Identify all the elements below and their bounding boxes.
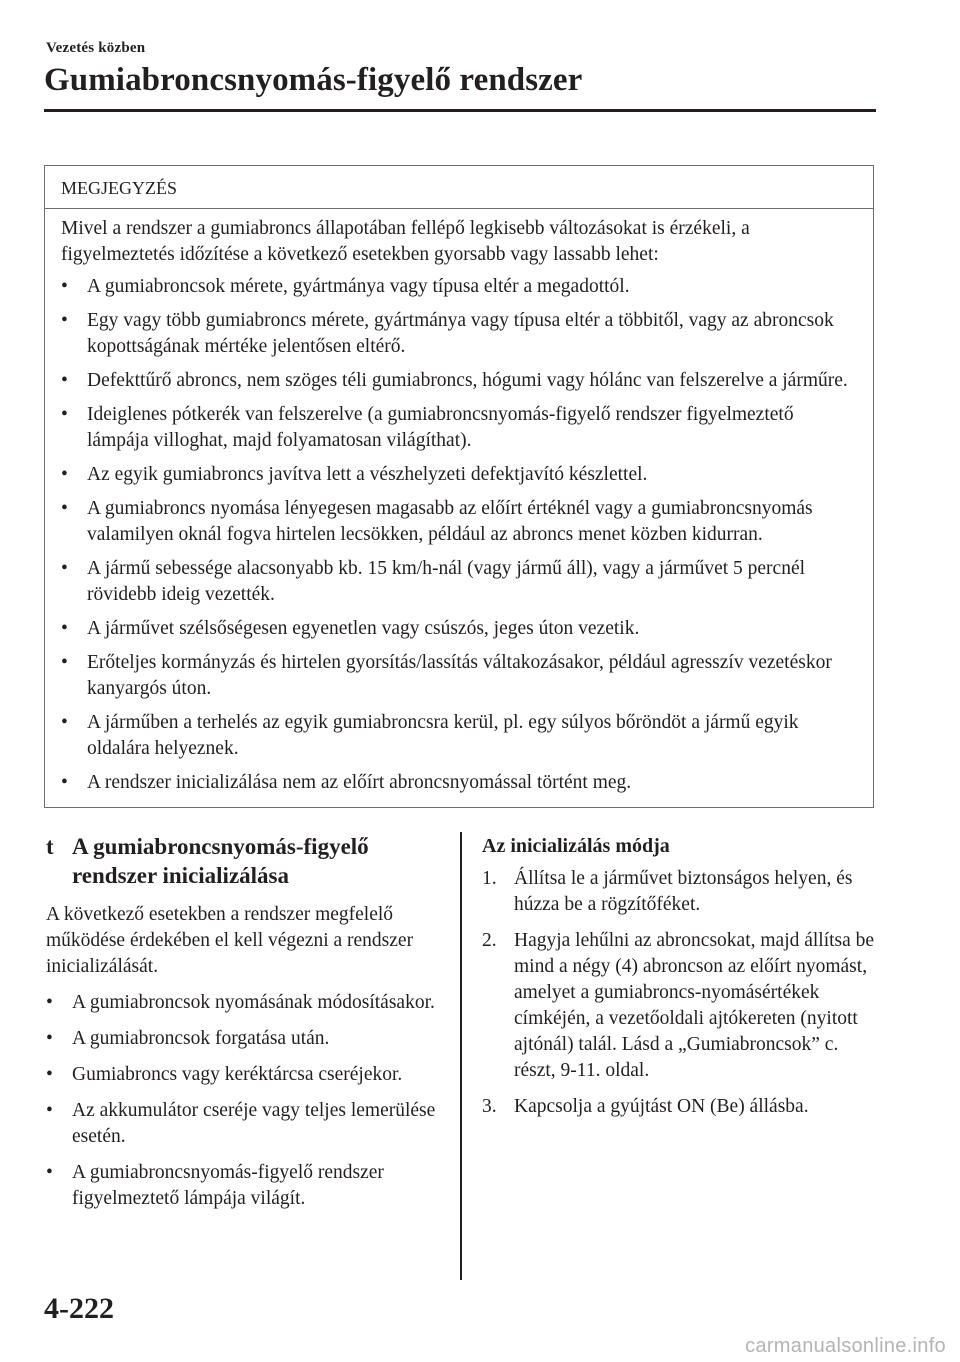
list-item-text: A gumiabroncsok nyomásának módosításakor.: [72, 992, 435, 1013]
bullet-icon: •: [61, 404, 68, 425]
bullet-icon: •: [46, 1028, 53, 1049]
bullet-icon: •: [61, 618, 68, 639]
list-item: [46, 1026, 442, 1052]
step-text: Állítsa le a járművet biztonságos helyen, és húzza be a rögzítőféket.: [514, 868, 853, 915]
init-conditions-list: [46, 990, 442, 1212]
bullet-icon: •: [61, 310, 68, 331]
bullet-icon: •: [61, 498, 68, 519]
column-divider: [460, 832, 462, 1280]
list-item-text: A gumiabroncsok forgatása után.: [72, 1028, 330, 1049]
note-item-text: A jármű sebessége alacsonyabb kb. 15 km/h-nál (vagy jármű áll), vagy a járművet 5 percnél rövidebb ideig vezették.: [87, 558, 806, 605]
step-item: [482, 928, 882, 1084]
bullet-icon: •: [46, 1064, 53, 1085]
bullet-icon: •: [46, 992, 53, 1013]
note-item: [61, 308, 859, 360]
note-item-text: Az egyik gumiabroncs javítva lett a vészhelyzeti defektjavító készlettel.: [87, 464, 648, 485]
section-label: Vezetés közben: [46, 40, 146, 56]
note-item: [61, 556, 859, 608]
bullet-icon: •: [61, 712, 68, 733]
note-item: [61, 616, 859, 642]
bullet-icon: •: [61, 464, 68, 485]
note-item: [61, 402, 859, 454]
watermark[interactable]: carmanualsonline.info: [745, 1335, 946, 1357]
note-item: [61, 496, 859, 548]
note-item-text: A gumiabroncs nyomása lényegesen magasabb az előírt értéknél vagy a gumiabroncsnyomás valamilyen oknál fogva hirtelen lecsökken, például az abroncs menet közben kidurran.: [87, 498, 813, 545]
note-item: [61, 274, 859, 300]
note-intro: Mivel a rendszer a gumiabroncs állapotában fellépő legkisebb változásokat is érzékeli, a figyelmeztetés időzítése a következő esetekben gyorsabb vagy lassabb lehet:: [61, 218, 750, 265]
step-text: Hagyja lehűlni az abroncsokat, majd állítsa be mind a négy (4) abroncson az előírt nyomást, amelyet a gumiabroncs-nyomásértékek címkéjén, a vezetőoldali ajtókereten (nyitott ajtónál) talál. Lásd a „Gumiabroncsok” c. részt, 9-11. oldal.: [514, 930, 875, 1081]
list-item: [46, 990, 442, 1016]
list-item-text: A gumiabroncsnyomás-figyelő rendszer figyelmeztető lámpája világít.: [72, 1162, 384, 1209]
init-section: [46, 832, 442, 1222]
title-rule: [44, 109, 876, 112]
note-item-text: Egy vagy több gumiabroncs mérete, gyártmánya vagy típusa eltér a többitől, vagy az abroncsok kopottságának mértéke jelentősen eltérő.: [87, 310, 834, 357]
step-number: 2.: [482, 930, 497, 951]
note-item-text: A rendszer inicializálása nem az előírt abroncsnyomással történt meg.: [87, 772, 632, 793]
bullet-icon: •: [61, 276, 68, 297]
init-section-heading: [46, 832, 442, 890]
page-number: 4-222: [44, 1292, 114, 1325]
init-steps-list: [482, 866, 882, 1120]
step-number: 1.: [482, 868, 497, 889]
init-section-heading-text: A gumiabroncsnyomás-figyelő rendszer inicializálása: [72, 834, 369, 888]
note-item: [61, 368, 859, 394]
bullet-icon: •: [61, 772, 68, 793]
list-item: [46, 1160, 442, 1212]
note-box: [44, 165, 874, 808]
bullet-icon: •: [46, 1100, 53, 1121]
note-item-text: Ideiglenes pótkerék van felszerelve (a gumiabroncsnyomás-figyelő rendszer figyelmeztető lámpája villoghat, majd folyamatosan világíthat).: [87, 404, 794, 451]
note-heading: MEGJEGYZÉS: [45, 166, 873, 209]
list-item: [46, 1098, 442, 1150]
bullet-icon: •: [46, 1162, 53, 1183]
page-title: Gumiabroncsnyomás-figyelő rendszer: [44, 62, 583, 98]
note-item-text: Erőteljes kormányzás és hirtelen gyorsítás/lassítás váltakozásakor, például agresszív vezetéskor kanyargós úton.: [87, 652, 832, 699]
note-item: [61, 710, 859, 762]
step-text: Kapcsolja a gyújtást ON (Be) állásba.: [514, 1096, 809, 1117]
step-number: 3.: [482, 1096, 497, 1117]
step-item: [482, 866, 882, 918]
init-method: [482, 832, 882, 1130]
note-item-text: A járműben a terhelés az egyik gumiabroncsra kerül, pl. egy súlyos bőröndöt a jármű egyik oldalára helyeznek.: [87, 712, 799, 759]
note-list: [61, 274, 859, 796]
bullet-icon: •: [61, 370, 68, 391]
note-item: [61, 650, 859, 702]
bullet-icon: •: [61, 558, 68, 579]
note-item-text: A gumiabroncsok mérete, gyártmánya vagy típusa eltér a megadottól.: [87, 276, 630, 297]
note-item: [61, 770, 859, 796]
note-item-text: Defekttűrő abroncs, nem szöges téli gumiabroncs, hógumi vagy hólánc van felszerelve a járműre.: [87, 370, 848, 391]
init-section-intro: A következő esetekben a rendszer megfelelő működése érdekében el kell végezni a rendszer inicializálását.: [46, 904, 414, 977]
init-method-heading: Az inicializálás módja: [482, 835, 670, 857]
list-item-text: Az akkumulátor cseréje vagy teljes lemerülése esetén.: [72, 1100, 436, 1147]
note-body: [45, 209, 873, 796]
step-item: [482, 1094, 882, 1120]
list-item: [46, 1062, 442, 1088]
list-item-text: Gumiabroncs vagy keréktárcsa cseréjekor.: [72, 1064, 403, 1085]
note-item: [61, 462, 859, 488]
section-marker-icon: t: [46, 834, 54, 859]
note-item-text: A járművet szélsőségesen egyenetlen vagy csúszós, jeges úton vezetik.: [87, 618, 640, 639]
bullet-icon: •: [61, 652, 68, 673]
